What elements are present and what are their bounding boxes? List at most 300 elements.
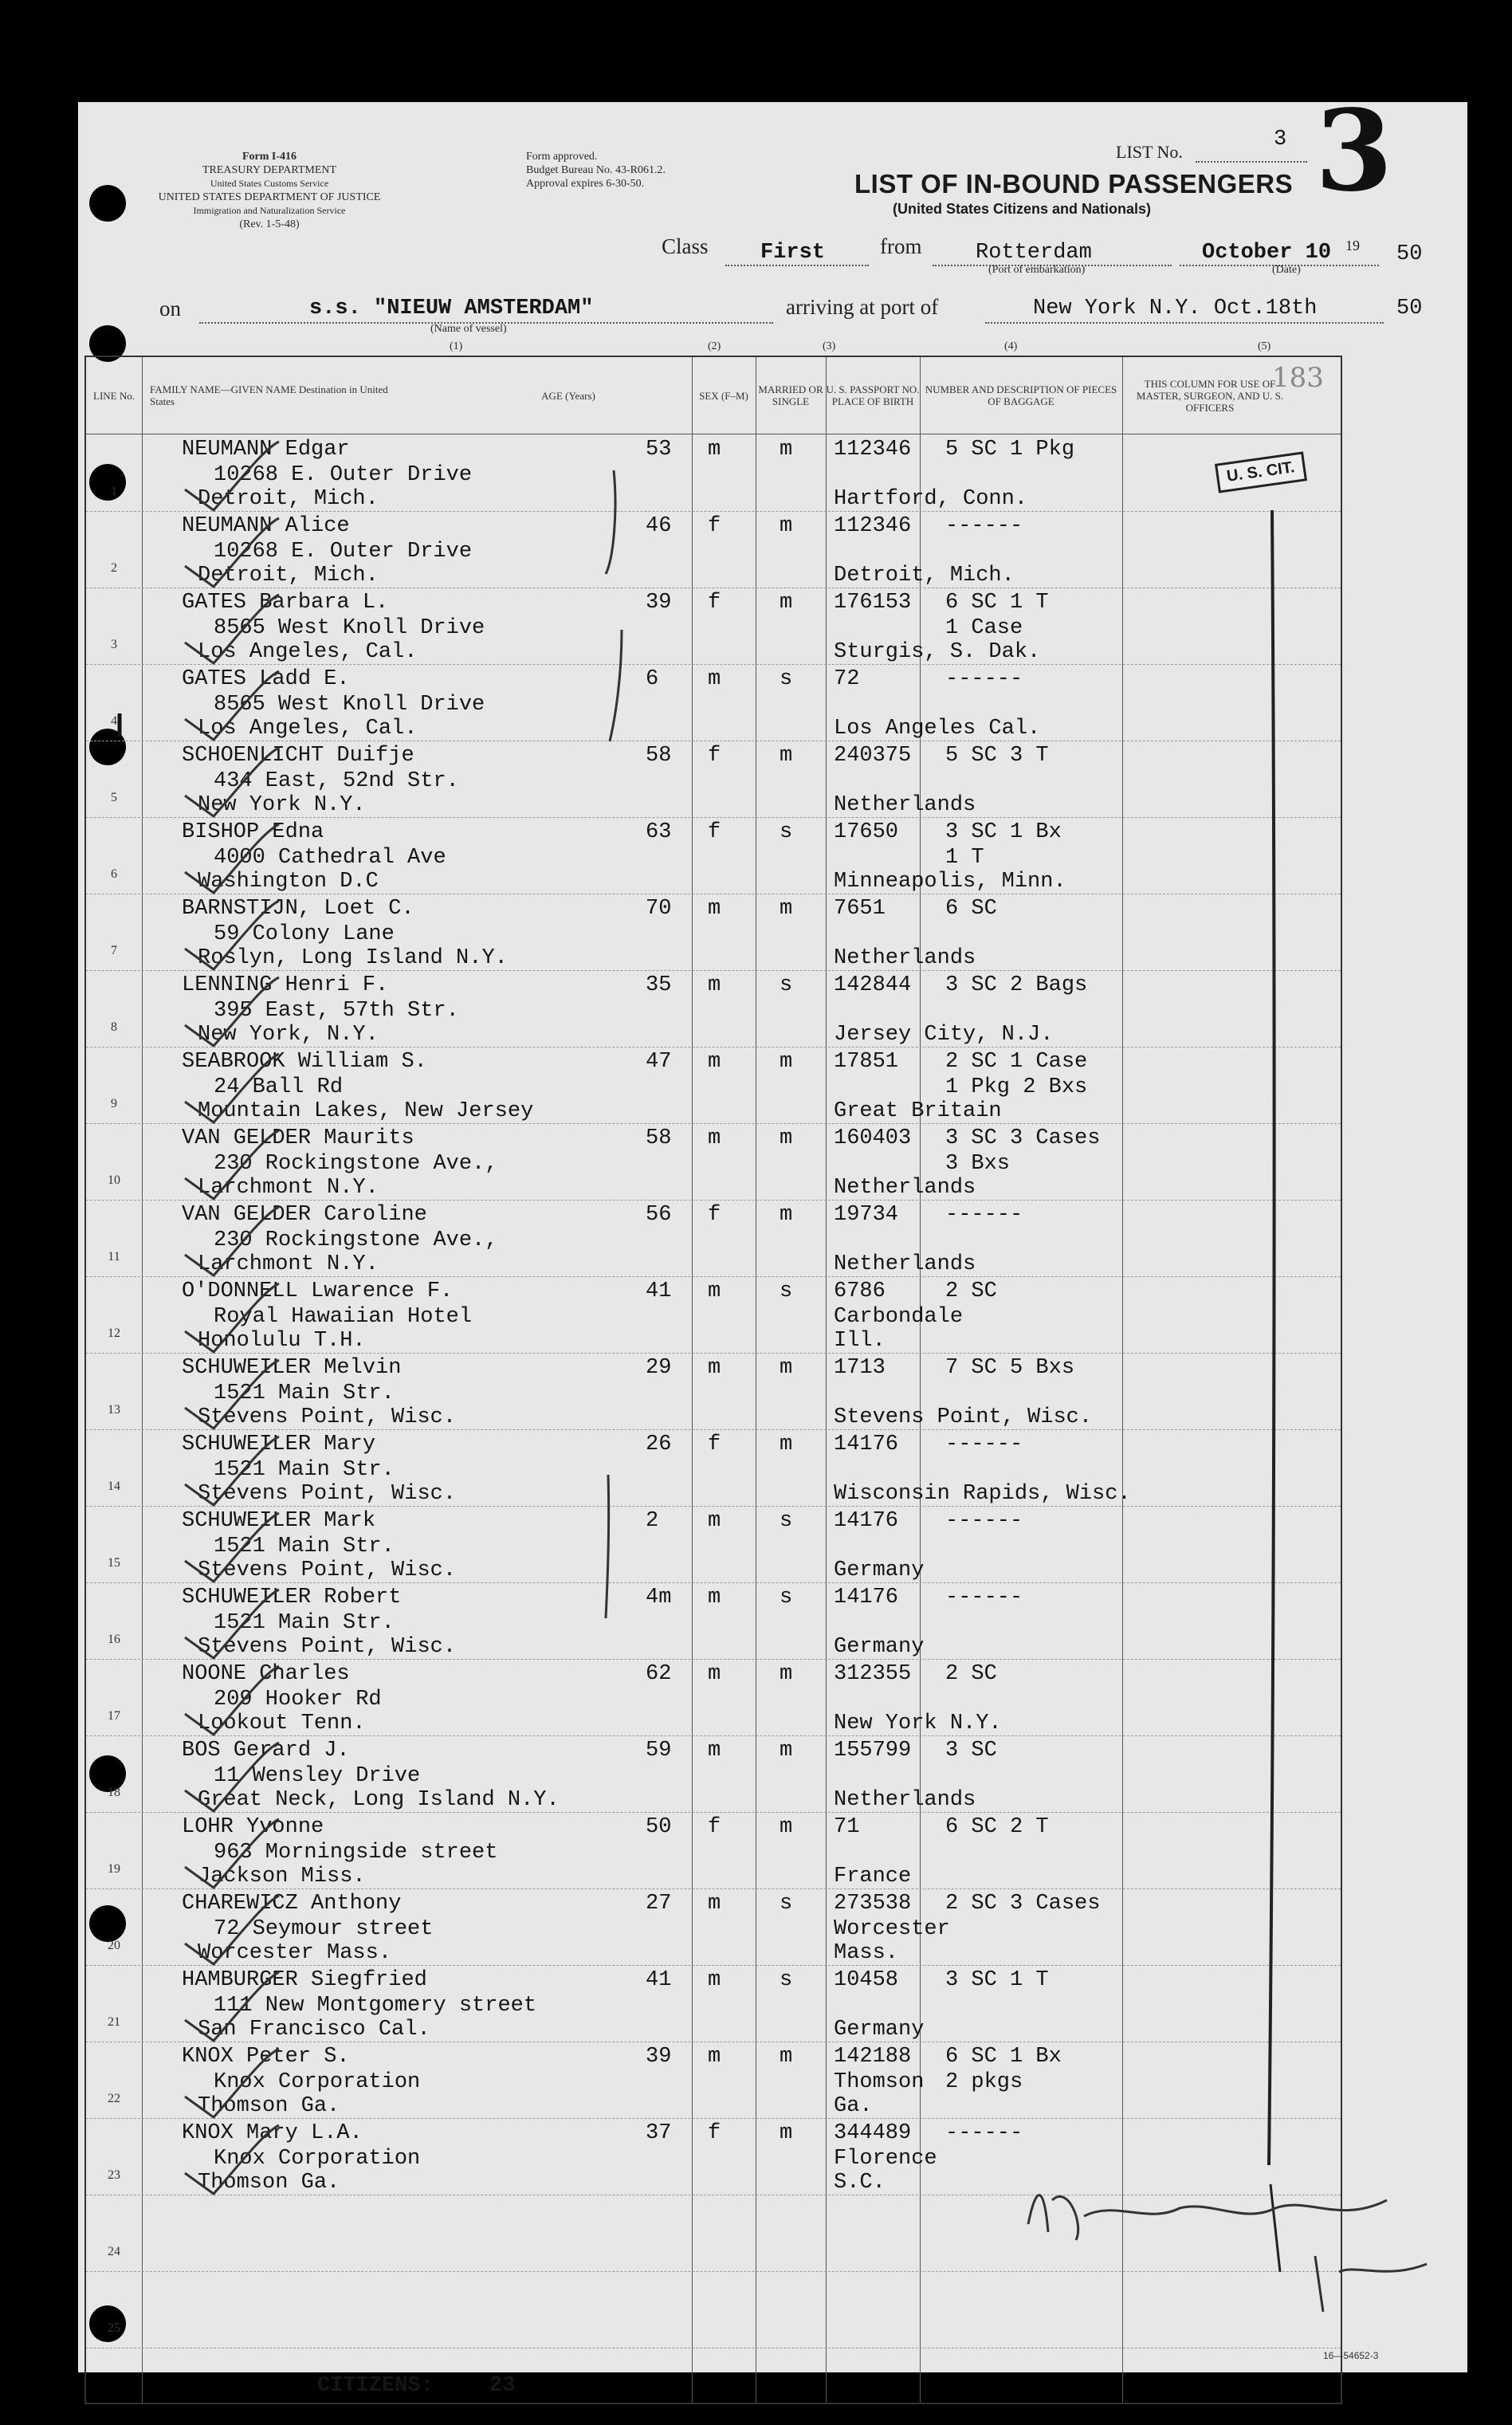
passport-no: 142188 [834,2045,912,2069]
vessel-caption: (Name of vessel) [430,323,507,335]
address-city: Stevens Point, Wisc. [198,1635,457,1659]
table-row [86,1430,1341,1507]
baggage: 3 SC 3 Cases [945,1126,1101,1150]
marital-status: s [780,820,793,844]
col-header-name: FAMILY NAME—GIVEN NAME Destination in United States [150,383,388,407]
marital-status: m [780,1739,793,1763]
family-name: LENNING Henri F. [182,973,389,997]
place-of-birth: Stevens Point, Wisc. [834,1405,1093,1429]
col-header-age: AGE (Years) [541,389,595,402]
place-of-birth: Florence [834,2147,937,2171]
col-header-sex: SEX (F–M) [699,389,748,402]
baggage: 2 SC [945,1662,997,1686]
class-line [725,265,869,266]
table-row [86,1047,1341,1124]
marital-status: m [780,1050,793,1074]
place-of-birth: Netherlands [834,1252,976,1276]
table-row [86,2042,1341,2119]
document-title: LIST OF IN-BOUND PASSENGERS [854,169,1294,198]
family-name: VAN GELDER Caroline [182,1203,427,1227]
approval-line: Budget Bureau No. 43-R061.2. [526,164,666,176]
line-number: 11 [108,1250,120,1264]
age: 62 [646,1662,672,1686]
sex: m [708,1739,721,1763]
sex: m [708,1509,721,1533]
col-num: (5) [1258,340,1271,352]
line-number: 8 [111,1020,117,1034]
table-row [86,894,1341,971]
table-row [86,2119,1341,2195]
address-city: Lookout Tenn. [198,1712,366,1735]
us-citizen-stamp: U. S. CIT. [1215,451,1307,493]
passport-no: 160403 [834,1126,912,1150]
table-row [86,2195,1341,2272]
address-street: 111 New Montgomery street [214,1994,537,2018]
line-number: 18 [108,1786,120,1799]
line-number: 15 [108,1556,120,1570]
place-of-birth: Netherlands [834,1176,976,1200]
family-name: KNOX Peter S. [182,2045,350,2069]
from-label: from [880,234,922,258]
family-name: HAMBURGER Siegfried [182,1968,427,1992]
baggage: ------ [945,1586,1023,1609]
sex: f [708,514,721,538]
family-name: SEABROOK William S. [182,1050,427,1074]
line-number: 2 [111,561,117,575]
age: 39 [646,2045,672,2069]
address-street: 11 Wensley Drive [214,1764,421,1788]
address-city: Roslyn, Long Island N.Y. [198,946,508,970]
line-number: 13 [108,1403,120,1417]
marital-status: s [780,1509,793,1533]
family-name: KNOX Mary L.A. [182,2121,363,2145]
table-row [86,1966,1341,2042]
address-city: Los Angeles, Cal. [198,717,418,741]
baggage: 6 SC 1 T [945,591,1049,615]
sex: m [708,1968,721,1992]
age: 63 [646,820,672,844]
line-number: 16 [108,1633,120,1646]
address-city: Stevens Point, Wisc. [198,1405,457,1429]
address-street: 1521 Main Str. [214,1611,395,1635]
passport-no: 14176 [834,1586,899,1609]
table-row [86,1124,1341,1201]
sex: m [708,1586,721,1609]
place-of-birth: France [834,1865,912,1889]
age: 50 [646,1815,672,1839]
table-row [86,1277,1341,1354]
list-no-label: LIST No. [1116,142,1183,162]
baggage: 2 SC 3 Cases [945,1892,1101,1916]
passport-no: 14176 [834,1509,899,1533]
place-of-birth: Germany [834,1558,925,1582]
marital-status: s [780,1279,793,1303]
family-name: CHAREWICZ Anthony [182,1892,402,1916]
baggage: ------ [945,1509,1023,1533]
col-header-married: MARRIED OR SINGLE [758,383,823,407]
marital-status: s [780,973,793,997]
place-of-birth: New York N.Y. [834,1712,1002,1735]
ins-service: Immigration and Naturalization Service [193,205,346,216]
line-number: 3 [111,638,117,651]
sex: f [708,1433,721,1456]
sex: m [708,973,721,997]
list-no-line [1196,161,1307,163]
address-street: 4000 Cathedral Ave [214,846,446,870]
sex: f [708,2121,721,2145]
address-city: Thomson Ga. [198,2094,340,2118]
address-city: Los Angeles, Cal. [198,640,418,664]
passport-no: 72 [834,667,860,691]
citizens-count: 23 [489,2374,516,2398]
address-city: New York N.Y. [198,793,366,817]
binder-hole [89,185,126,222]
passport-no: 17851 [834,1050,899,1074]
arrival-port: New York N.Y. Oct.18th [1033,297,1318,320]
table-row [86,818,1341,894]
col-header-officers: THIS COLUMN FOR USE OF MASTER, SURGEON, AND U. S. OFFICERS [1136,377,1284,414]
address-city: Honolulu T.H. [198,1329,366,1353]
marital-status: s [780,1586,793,1609]
place-of-birth: Los Angeles Cal. [834,717,1041,741]
place-of-birth: Wisconsin Rapids, Wisc. [834,1482,1131,1506]
col-num: (4) [1004,340,1018,352]
baggage: ------ [945,2121,1023,2145]
address-street: 1521 Main Str. [214,1382,395,1405]
table-row [86,1813,1341,1889]
sex: m [708,2045,721,2069]
table-row [86,1660,1341,1736]
address-street: 1521 Main Str. [214,1535,395,1558]
line-number: 22 [108,2092,120,2105]
place-of-birth-2: Ga. [834,2094,873,2118]
document-subtitle: (United States Citizens and Nationals) [893,201,1152,217]
address-street: Knox Corporation [214,2070,421,2094]
passport-no: 240375 [834,744,912,768]
age: 53 [646,438,672,462]
baggage: ------ [945,1433,1023,1456]
address-city: Great Neck, Long Island N.Y. [198,1788,560,1812]
col-num: (1) [450,340,463,352]
table-row [86,1583,1341,1660]
age: 58 [646,744,672,768]
line-number: 25 [108,2321,120,2335]
marital-status: m [780,1356,793,1380]
marital-status: m [780,897,793,921]
address-city: Stevens Point, Wisc. [198,1482,457,1506]
family-name: SCHUWEILER Robert [182,1586,402,1609]
baggage: 3 SC 2 Bags [945,973,1088,997]
sex: m [708,1356,721,1380]
on-label: on [159,297,181,320]
address-street: Royal Hawaiian Hotel [214,1305,473,1329]
table-row [86,1354,1341,1430]
marital-status: m [780,1203,793,1227]
line-number: 9 [111,1097,117,1110]
passport-no: 176153 [834,591,912,615]
address-street: 10268 E. Outer Drive [214,540,473,564]
baggage: ------ [945,514,1023,538]
marital-status: m [780,744,793,768]
sex: f [708,744,721,768]
address-city: Detroit, Mich. [198,487,379,511]
table-row [86,1889,1341,1966]
address-street: 59 Colony Lane [214,922,395,946]
place-of-birth: Hartford, Conn. [834,487,1028,511]
place-of-birth: Netherlands [834,946,976,970]
address-city: Larchmont N.Y. [198,1176,379,1200]
marital-status: m [780,2121,793,2145]
baggage-2: 1 Pkg 2 Bxs [945,1075,1088,1099]
line-number: 10 [108,1173,120,1187]
address-street: 8565 West Knoll Drive [214,693,485,717]
address-street: 10268 E. Outer Drive [214,463,473,487]
form-revision: (Rev. 1-5-48) [239,218,300,230]
list-no-value: 3 [1274,128,1287,151]
class-value: First [760,241,826,265]
marital-status: m [780,1433,793,1456]
line-number: 7 [111,944,117,957]
line-number: 19 [108,1862,120,1876]
place-of-birth: Jersey City, N.J. [834,1023,1054,1047]
table-row [86,512,1341,588]
treasury-dept: TREASURY DEPARTMENT [202,164,337,176]
marital-status: s [780,1892,793,1916]
place-of-birth: Detroit, Mich. [834,564,1015,588]
table-row [86,741,1341,818]
col-header-line: LINE No. [93,389,135,402]
address-street: 8565 West Knoll Drive [214,616,485,640]
place-of-birth: Netherlands [834,1788,976,1812]
address-city: San Francisco Cal. [198,2018,430,2042]
age: 56 [646,1203,672,1227]
passport-no: 7651 [834,897,886,921]
table-row [86,1507,1341,1583]
address-city: Larchmont N.Y. [198,1252,379,1276]
family-name: GATES Barbara L. [182,591,389,615]
table-row [86,588,1341,665]
class-label: Class [662,234,709,258]
age: 47 [646,1050,672,1074]
baggage: 3 SC 1 T [945,1968,1049,1992]
place-of-birth: Germany [834,2018,925,2042]
sex: m [708,1662,721,1686]
departure-date: October 10 [1202,241,1332,265]
age: 26 [646,1433,672,1456]
family-name: NEUMANN Alice [182,514,350,538]
age: 35 [646,973,672,997]
address-street: 395 East, 57th Str. [214,999,459,1023]
marital-status: m [780,438,793,462]
passport-no: 17650 [834,820,899,844]
address-city: Washington D.C [198,870,379,894]
arrival-year: 50 [1396,297,1423,320]
family-name: NOONE Charles [182,1662,350,1686]
address-street: 434 East, 52nd Str. [214,769,459,793]
table-row [86,1736,1341,1813]
place-of-birth: Netherlands [834,793,976,817]
table-row [86,2272,1341,2348]
age: 39 [646,591,672,615]
age: 41 [646,1968,672,1992]
address-city: Detroit, Mich. [198,564,379,588]
baggage: ------ [945,1203,1023,1227]
family-name: NEUMANN Edgar [182,438,350,462]
address-city: Mountain Lakes, New Jersey [198,1099,534,1123]
passport-no: 6786 [834,1279,886,1303]
citizens-label: CITIZENS: [317,2374,434,2398]
line-number: 4 [111,714,117,728]
age: 46 [646,514,672,538]
year-prefix: 19 [1345,238,1360,254]
officers-note: 183 [1272,362,1324,394]
address-street: 230 Rockingstone Ave., [214,1152,498,1176]
line-number: 12 [108,1326,120,1340]
age: 37 [646,2121,672,2145]
age: 27 [646,1892,672,1916]
customs-service: United States Customs Service [210,178,329,189]
address-city: Thomson Ga. [198,2171,340,2195]
address-city: Jackson Miss. [198,1865,366,1889]
line-number: 14 [108,1480,120,1493]
baggage: 2 SC 1 Case [945,1050,1088,1074]
sex: m [708,1126,721,1150]
age: 58 [646,1126,672,1150]
passport-no: 71 [834,1815,860,1839]
sex: m [708,667,721,691]
family-name: SCHUWEILER Mark [182,1509,376,1533]
age: 29 [646,1356,672,1380]
sex: m [708,1279,721,1303]
line-number: 6 [111,867,117,881]
approval-block [526,150,666,191]
family-name: SCHUWEILER Melvin [182,1356,402,1380]
baggage: 6 SC 1 Bx [945,2045,1062,2069]
form-header-left [158,150,381,231]
address-city: New York, N.Y. [198,1023,379,1047]
passport-no: 312355 [834,1662,912,1686]
table-row [86,435,1341,512]
col-header-baggage: NUMBER AND DESCRIPTION OF PIECES OF BAGGAGE [925,383,1117,407]
family-name: VAN GELDER Maurits [182,1126,414,1150]
passport-no: 19734 [834,1203,899,1227]
family-name: O'DONNELL Lwarence F. [182,1279,454,1303]
passport-no: 155799 [834,1739,912,1763]
address-street: 24 Ball Rd [214,1075,344,1099]
sex: f [708,820,721,844]
address-city: Worcester Mass. [198,1941,392,1965]
marital-status: m [780,514,793,538]
table-row [86,1201,1341,1277]
table-row [86,971,1341,1047]
arriving-label: arriving at port of [786,295,939,319]
baggage: 6 SC [945,897,997,921]
family-name: SCHUWEILER Mary [182,1433,376,1456]
address-street: 230 Rockingstone Ave., [214,1228,498,1252]
age: 41 [646,1279,672,1303]
address-street: Knox Corporation [214,2147,421,2171]
baggage: ------ [945,667,1023,691]
vessel-name: s.s. "NIEUW AMSTERDAM" [309,297,594,320]
place-of-birth: Worcester [834,1917,950,1941]
col-header-passport: U. S. PASSPORT NO. PLACE OF BIRTH [826,383,920,407]
departure-year: 50 [1396,242,1423,266]
line-number: 24 [108,2245,120,2258]
line-number: 17 [108,1709,120,1723]
passport-no: 112346 [834,514,912,538]
sex: m [708,1050,721,1074]
address-street: 209 Hooker Rd [214,1688,382,1712]
address-street: 1521 Main Str. [214,1458,395,1482]
age: 2 [646,1509,659,1533]
baggage: 5 SC 3 T [945,744,1049,768]
address-street: 963 Morningside street [214,1841,498,1865]
place-of-birth-2: Mass. [834,1941,899,1965]
passport-no: 10458 [834,1968,899,1992]
baggage: 5 SC 1 Pkg [945,438,1075,462]
passport-no: 1713 [834,1356,886,1380]
table-row [86,665,1341,741]
marital-status: m [780,2045,793,2069]
footer-code: 16—54652-3 [1323,2350,1379,2361]
line-number: 1 [111,485,117,498]
approval-line: Approval expires 6-30-50. [526,178,645,190]
baggage-2: 1 T [945,846,984,870]
age: 70 [646,897,672,921]
sex: f [708,1203,721,1227]
passport-no: 344489 [834,2121,912,2145]
date-caption: (Date) [1272,264,1301,276]
arrival-line [985,322,1384,324]
baggage: 3 SC [945,1739,997,1763]
baggage: 2 SC [945,1279,997,1303]
place-of-birth-2: Ill. [834,1329,886,1353]
family-name: BOS Gerard J. [182,1739,350,1763]
age: 4m [646,1586,672,1609]
baggage: 6 SC 2 T [945,1815,1049,1839]
col-num: (3) [823,340,836,352]
justice-dept: UNITED STATES DEPARTMENT OF JUSTICE [158,191,381,203]
baggage-2: 3 Bxs [945,1152,1011,1176]
baggage-2: 2 pkgs [945,2070,1023,2094]
family-name: GATES Ladd E. [182,667,350,691]
form-number: Form I-416 [242,151,297,163]
place-of-birth: Minneapolis, Minn. [834,870,1066,894]
passport-no: 142844 [834,973,912,997]
family-name: BISHOP Edna [182,820,324,844]
marital-status: m [780,1815,793,1839]
passport-no: 14176 [834,1433,899,1456]
from-caption: (Port of embarkation) [988,264,1086,276]
baggage: 7 SC 5 Bxs [945,1356,1075,1380]
passport-no: 112346 [834,438,912,462]
place-of-birth: Thomson [834,2070,925,2094]
sex: f [708,1815,721,1839]
baggage-2: 1 Case [945,616,1023,640]
passport-no: 273538 [834,1892,912,1916]
line-number: 21 [108,2015,120,2029]
place-of-birth-2: S.C. [834,2171,886,2195]
passenger-table [84,356,1342,2404]
line-number: 5 [111,791,117,804]
place-of-birth: Sturgis, S. Dak. [834,640,1041,664]
family-name: BARNSTIJN, Loet C. [182,897,414,921]
sex: f [708,591,721,615]
sex: m [708,438,721,462]
baggage: 3 SC 1 Bx [945,820,1062,844]
place-of-birth: Germany [834,1635,925,1659]
line-number: 20 [108,1939,120,1952]
